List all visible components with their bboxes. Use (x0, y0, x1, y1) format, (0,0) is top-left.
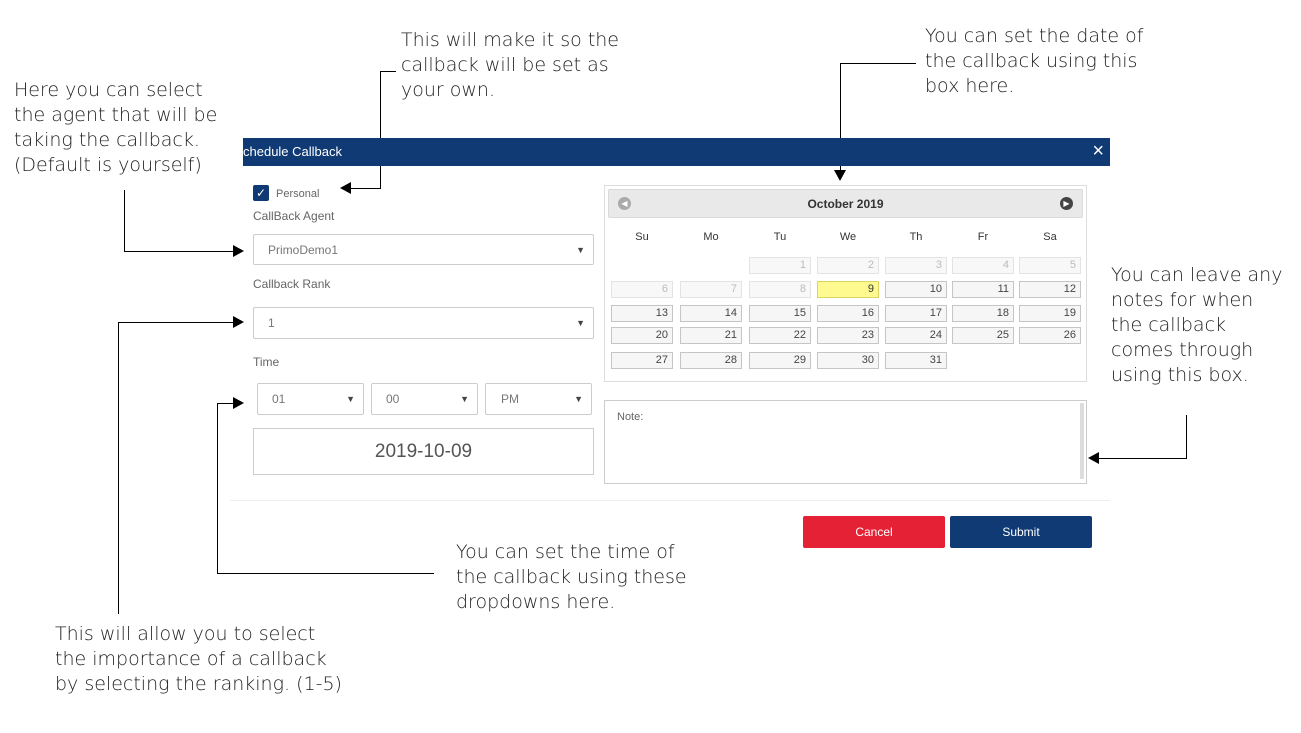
calendar-day[interactable]: 15 (749, 305, 811, 322)
divider (230, 500, 1110, 501)
cancel-button[interactable]: Cancel (803, 516, 945, 548)
agent-arrow-line (124, 251, 234, 252)
callback-rank-select[interactable] (253, 307, 594, 339)
notes-arrowhead (1088, 452, 1099, 464)
calendar-day: 3 (885, 257, 947, 274)
personal-arrow-line (380, 71, 396, 72)
hour-select[interactable] (257, 383, 364, 415)
chevron-down-icon: ▼ (346, 394, 355, 404)
calendar-day[interactable]: 27 (611, 352, 673, 369)
calendar-day[interactable]: 21 (680, 327, 742, 344)
date-arrow-line (840, 63, 916, 64)
calendar-day: 5 (1019, 257, 1081, 274)
calendar-day: 2 (817, 257, 879, 274)
note-scrollbar[interactable] (1080, 403, 1084, 479)
callback-agent-value: PrimoDemo1 (268, 242, 339, 257)
calendar-day[interactable]: 30 (817, 352, 879, 369)
submit-button[interactable]: Submit (950, 516, 1092, 548)
calendar-day[interactable]: 9 (817, 281, 879, 298)
calendar-day[interactable]: 11 (952, 281, 1014, 298)
calendar-day: 7 (680, 281, 742, 298)
time-arrowhead (233, 397, 244, 409)
weekday-label: Th (909, 231, 923, 243)
hour-value: 01 (272, 392, 286, 406)
personal-label[interactable]: Personal (276, 188, 320, 200)
note-textarea[interactable] (604, 400, 1087, 484)
weekday-label: Tu (773, 231, 787, 243)
calendar-day[interactable]: 16 (817, 305, 879, 322)
calendar-day[interactable]: 20 (611, 327, 673, 344)
minute-select[interactable] (371, 383, 478, 415)
note-placeholder: Note: (617, 411, 644, 423)
ampm-value: PM (501, 392, 519, 406)
calendar-day: 6 (611, 281, 673, 298)
date-picker-calendar (604, 185, 1087, 382)
minute-value: 00 (386, 392, 400, 406)
rank-arrowhead (233, 316, 244, 328)
time-arrow-line (217, 403, 234, 404)
time-arrow-line (217, 403, 218, 574)
callback-agent-label: CallBack Agent (253, 209, 335, 223)
chevron-down-icon: ▼ (574, 394, 583, 404)
dialog-title: chedule Callback (243, 144, 343, 159)
calendar-month-label: October 2019 (807, 197, 884, 211)
calendar-day[interactable]: 19 (1019, 305, 1081, 322)
weekday-label: Mo (703, 231, 719, 243)
selected-date-display: 2019-10-09 (253, 428, 594, 475)
chevron-down-icon: ▼ (460, 394, 469, 404)
calendar-day[interactable]: 14 (680, 305, 742, 322)
dialog-title-bar (243, 138, 1110, 166)
date-annotation: You can set the date of the callback using this box here. (925, 25, 1144, 97)
personal-annotation: This will make it so the callback will be set as your own. (401, 29, 619, 101)
notes-annotation: You can leave any notes for when the callback comes through using this box. (1111, 264, 1283, 386)
calendar-day: 8 (749, 281, 811, 298)
chevron-down-icon: ▼ (576, 244, 585, 255)
rank-annotation: This will allow you to select the importance of a callback by selecting the ranking. (1-5) (55, 623, 342, 695)
agent-arrow-line (124, 190, 125, 251)
calendar-day[interactable]: 26 (1019, 327, 1081, 344)
agent-arrowhead (233, 245, 244, 257)
calendar-day[interactable]: 23 (817, 327, 879, 344)
calendar-day[interactable]: 24 (885, 327, 947, 344)
calendar-day[interactable]: 31 (885, 352, 947, 369)
calendar-day: 1 (749, 257, 811, 274)
calendar-day[interactable]: 18 (952, 305, 1014, 322)
weekday-label: Sa (1043, 231, 1057, 243)
calendar-day[interactable]: 13 (611, 305, 673, 322)
callback-agent-select[interactable] (253, 234, 594, 265)
time-annotation: You can set the time of the callback using these dropdowns here. (456, 541, 687, 613)
time-label: Time (253, 355, 280, 369)
check-icon: ✓ (255, 186, 267, 200)
calendar-day[interactable]: 25 (952, 327, 1014, 344)
weekday-label: Fr (977, 231, 989, 243)
rank-arrow-line (118, 322, 234, 323)
personal-arrowhead (340, 182, 351, 194)
agent-annotation: Here you can select the agent that will be taking the callback. (Default is yourself) (14, 79, 218, 176)
callback-rank-value: 1 (268, 316, 275, 330)
notes-arrow-line (1098, 458, 1187, 459)
callback-rank-label: Callback Rank (253, 277, 331, 291)
time-arrow-line (217, 573, 434, 574)
calendar-day[interactable]: 29 (749, 352, 811, 369)
next-month-icon[interactable]: ▶ (1060, 197, 1073, 210)
notes-arrow-line (1186, 415, 1187, 458)
calendar-day[interactable]: 10 (885, 281, 947, 298)
calendar-day[interactable]: 12 (1019, 281, 1081, 298)
calendar-day[interactable]: 22 (749, 327, 811, 344)
ampm-select[interactable] (485, 383, 592, 415)
calendar-header (608, 189, 1083, 218)
personal-arrow-line (350, 188, 381, 189)
close-icon[interactable]: × (1092, 140, 1104, 162)
calendar-day[interactable]: 28 (680, 352, 742, 369)
prev-month-icon[interactable]: ◀ (618, 197, 631, 210)
calendar-day: 4 (952, 257, 1014, 274)
weekday-label: Su (635, 231, 649, 243)
weekday-label: We (839, 231, 857, 243)
rank-arrow-line (118, 322, 119, 614)
calendar-day[interactable]: 17 (885, 305, 947, 322)
personal-checkbox[interactable] (253, 185, 269, 201)
date-arrowhead (834, 170, 846, 181)
personal-arrow-line (380, 71, 381, 188)
chevron-down-icon: ▼ (576, 318, 585, 328)
